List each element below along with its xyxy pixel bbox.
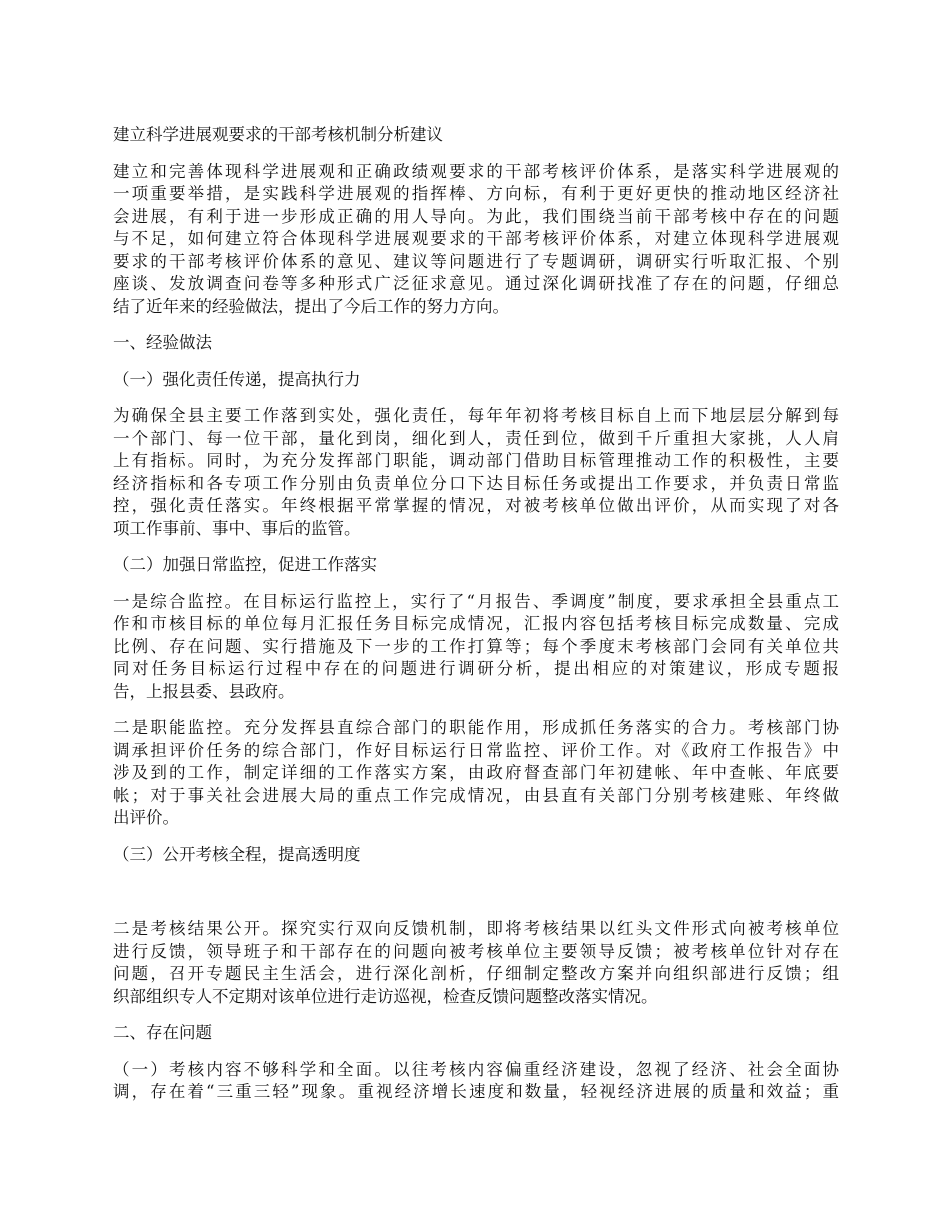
assessment-content-paragraph [113,1059,839,1104]
paragraph-line: 控，强化责任落实。年终根据平常掌握的情况，对被考核单位做出评价，从而实现了对各 [113,496,839,515]
paragraph-line: 帐；对于事关社会进展大局的重点工作完成情况，由县直有关部门分别考核建账、年终做 [113,785,839,805]
paragraph-line: 作和市核目标的单位每月汇报任务目标完成情况，汇报内容包括考核目标完成数量、完成 [113,614,839,633]
paragraph-line: 项工作事前、事中、事后的监管。 [113,518,361,538]
paragraph-line: 同对任务目标运行过程中存在的问题进行调研分析，提出相应的对策建议，形成专题报 [113,659,839,678]
paragraph-line: 一个部门、每一位干部，量化到岗，细化到人，责任到位，做到千斤重担大家挑，人人肩 [113,428,839,448]
paragraph-line: 一项重要举措，是实践科学进展观的指挥棒、方向标，有利于更好更快的推动地区经济社 [113,184,839,203]
paragraph-line: 进行反馈，领导班子和干部存在的问题向被考核单位主要领导反馈；被考核单位针对存在 [113,941,839,961]
paragraph-line: 一是综合监控。在目标运行监控上，实行了“月报告、季调度”制度，要求承担全县重点工 [113,591,839,611]
paragraph-line: 要求的干部考核评价体系的意见、建议等问题进行了专题调研，调研实行听取汇报、个别 [113,251,839,271]
paragraph-line: 座谈、发放调查问卷等多种形式广泛征求意见。通过深化调研找准了存在的问题，仔细总 [113,274,839,293]
section-heading-experience: 一、经验做法 [113,333,212,352]
paragraph-line: 与不足，如何建立符合体现科学进展观要求的干部考核评价体系，对建立体现科学进展观 [113,229,839,248]
functional-monitoring-paragraph [113,717,839,830]
paragraph-line: 调承担评价任务的综合部门，作好目标运行日常监控、评价工作。对《政府工作报告》中 [113,740,839,760]
subsection-heading-transparency: （三）公开考核全程，提高透明度 [113,844,361,864]
paragraph-line: 为确保全县主要工作落到实处，强化责任，每年年初将考核目标自上而下地层层分解到每 [113,406,839,425]
paragraph-line: 出评价。 [113,808,179,827]
paragraph-line: 告，上报县委、县政府。 [113,681,295,701]
subsection-heading-responsibility: （一）强化责任传递，提高执行力 [113,369,361,389]
section-heading-problems: 二、存在问题 [113,1023,212,1042]
intro-paragraph [113,161,839,319]
paragraph-line: （一）考核内容不够科学和全面。以往考核内容偏重经济建设，忽视了经济、社会全面协 [113,1059,839,1079]
paragraph-line: 调，存在着“三重三轻”现象。重视经济增长速度和数量，轻视经济进展的质量和效益；重 [113,1082,839,1101]
paragraph-line: 二是考核结果公开。探究实行双向反馈机制，即将考核结果以红头文件形式向被考核单位 [113,919,839,938]
paragraph-line: 上有指标。同时，为充分发挥部门职能，调动部门借助目标管理推动工作的积极性，主要 [113,451,839,470]
paragraph-line: 织部组织专人不定期对该单位进行走访巡视，检查反馈问题整改落实情况。 [113,986,658,1006]
paragraph-line: 建立和完善体现科学进展观和正确政绩观要求的干部考核评价体系，是落实科学进展观的 [113,161,839,181]
document-title: 建立科学进展观要求的干部考核机制分析建议 [113,125,443,144]
paragraph-line: 经济指标和各专项工作分别由负责单位分口下达目标任务或提出工作要求，并负责日常监 [113,473,839,493]
paragraph-line: 结了近年来的经验做法，提出了今后工作的努力方向。 [113,296,509,316]
paragraph-line: 二是职能监控。充分发挥县直综合部门的职能作用，形成抓任务落实的合力。考核部门协 [113,718,839,737]
comprehensive-monitoring-paragraph [113,591,839,704]
paragraph-line: 涉及到的工作，制定详细的工作落实方案，由政府督查部门年初建帐、年中查帐、年底要 [113,763,839,782]
paragraph-line: 比例、存在问题、实行措施及下一步的工作打算等；每个季度末考核部门会同有关单位共 [113,636,839,656]
responsibility-paragraph [113,405,839,540]
paragraph-line: 会进展，有利于进一步形成正确的用人导向。为此，我们围绕当前干部考核中存在的问题 [113,206,839,226]
document-page [113,124,839,1104]
subsection-heading-monitoring: （二）加强日常监控，促进工作落实 [113,555,377,574]
results-disclosure-paragraph [113,918,839,1008]
paragraph-line: 问题，召开专题民主生活会，进行深化剖析，仔细制定整改方案并向组织部进行反馈；组 [113,964,839,983]
